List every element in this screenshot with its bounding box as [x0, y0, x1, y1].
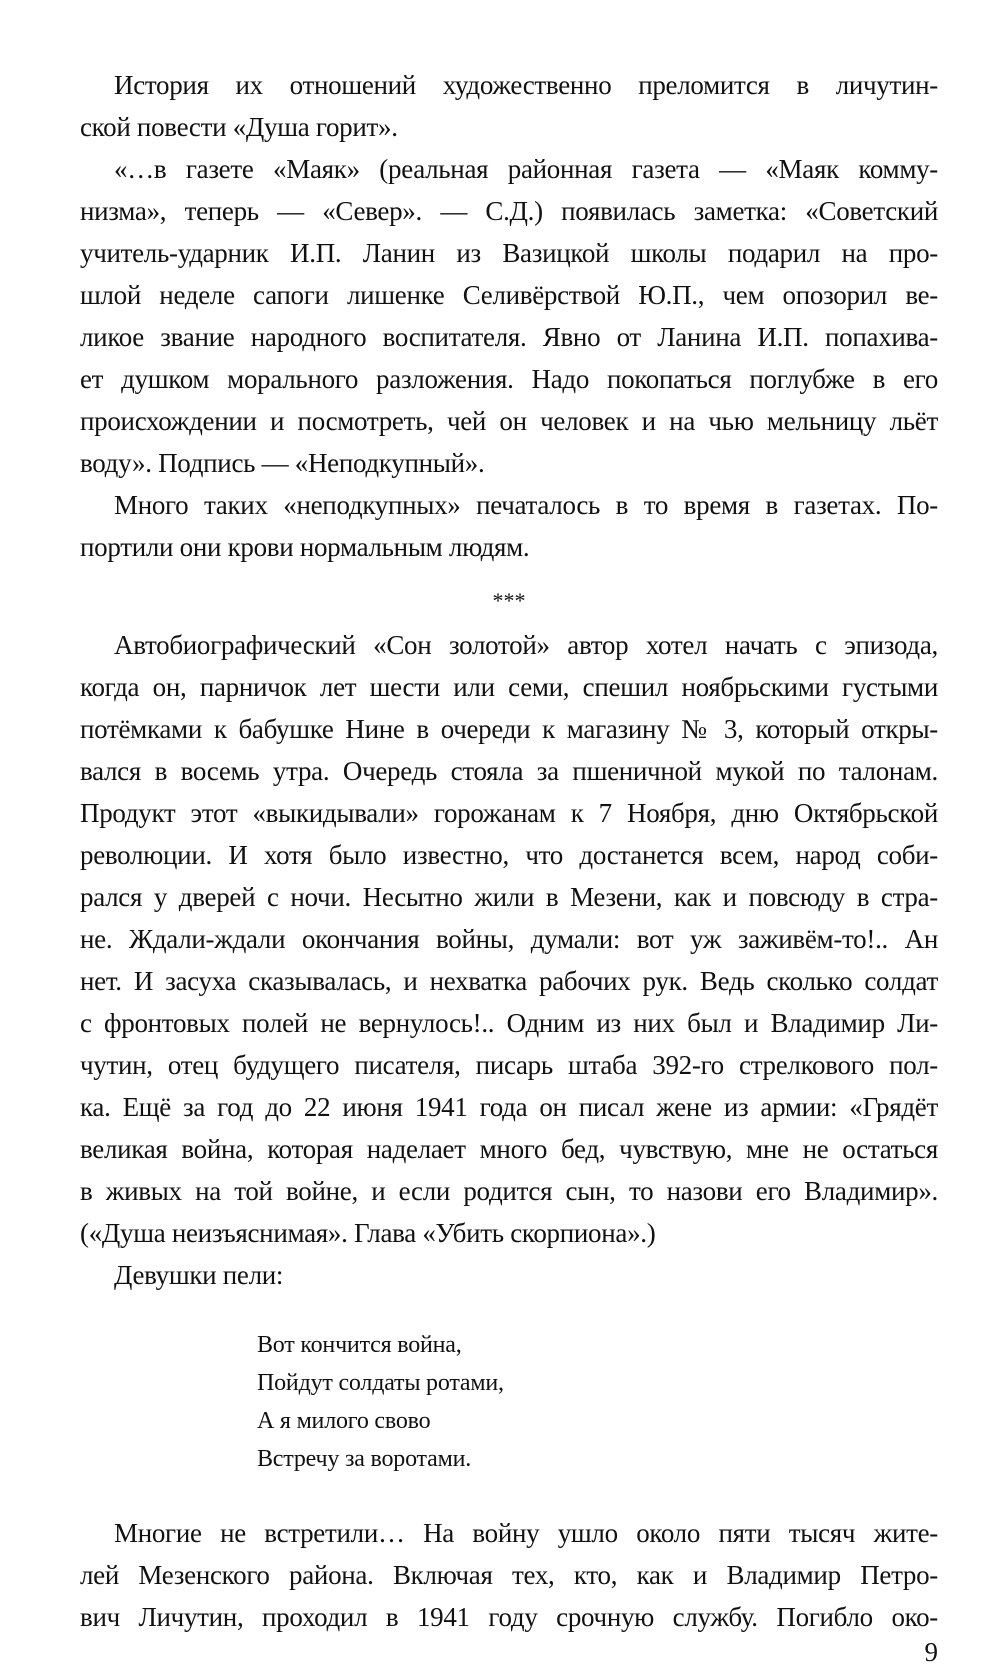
paragraph [80, 1512, 938, 1638]
text-line: нет. И засуха сказывалась, и нехватка рабочих рук. Ведь сколько солдат [80, 966, 938, 996]
text-line: портили они крови нормальным людям. [80, 532, 530, 562]
text-line: вич Личутин, проходил в 1941 году срочную службу. Погибло око- [80, 1602, 938, 1632]
text-section-top [80, 64, 938, 568]
book-page [80, 64, 938, 1638]
text-line: рался у дверей с ночи. Несытно жили в Мезени, как и повсюду в стра- [80, 882, 938, 912]
paragraph [80, 64, 938, 148]
paragraph [80, 148, 938, 484]
text-line: Автобиографический «Сон золотой» автор хотел начать с эпизода, [114, 630, 938, 660]
text-line: великая война, которая наделает много бед, чувствую, мне не остаться [80, 1134, 938, 1164]
text-section-bottom [80, 1512, 938, 1638]
text-line: когда он, парничок лет шести или семи, спешил ноябрьскими густыми [80, 672, 938, 702]
text-line: Девушки пели: [114, 1260, 284, 1290]
text-line: Многие не встретили… На войну ушло около пяти тысяч жите- [114, 1518, 938, 1548]
text-line: происхождении и посмотреть, чей он человек и на чью мельницу льёт [80, 406, 938, 436]
paragraph [80, 484, 938, 568]
verse-line: Пойдут солдаты ротами, [257, 1370, 504, 1396]
text-line: лей Мезенского района. Включая тех, кто, как и Владимир Петро- [80, 1560, 938, 1590]
text-line: ской повести «Душа горит». [80, 112, 398, 142]
paragraph [80, 1254, 938, 1296]
text-line: шлой неделе сапоги лишенке Селивёрствой Ю.П., чем опозорил ве- [80, 280, 938, 310]
text-line: ка. Ещё за год до 22 июня 1941 года он писал жене из армии: «Грядёт [80, 1092, 938, 1122]
text-line: ликое звание народного воспитателя. Явно от Ланина И.П. попахива- [80, 322, 938, 352]
text-line: вался в восемь утра. Очередь стояла за пшеничной мукой по талонам. [80, 756, 938, 786]
verse-line: Встречу за воротами. [257, 1446, 472, 1472]
text-section-middle [80, 624, 938, 1296]
text-line: Много таких «неподкупных» печаталось в то время в газетах. По- [114, 490, 938, 520]
text-line: потёмками к бабушке Нине в очереди к магазину № 3, который откры- [80, 714, 938, 744]
text-line: с фронтовых полей не вернулось!.. Одним из них был и Владимир Ли- [80, 1008, 938, 1038]
text-line: История их отношений художественно преломится в личутин- [114, 70, 938, 100]
text-line: в живых на той войне, и если родится сын, то назови его Владимир». [80, 1176, 938, 1206]
text-line: Продукт этот «выкидывали» горожанам к 7 Ноября, дню Октябрьской [80, 798, 938, 828]
text-line: не. Ждали-ждали окончания войны, думали: вот уж заживём-то!.. Ан [80, 924, 938, 954]
text-line: «…в газете «Маяк» (реальная районная газета — «Маяк комму- [114, 154, 938, 184]
text-line: воду». Подпись — «Неподкупный». [80, 448, 485, 478]
text-line: («Душа неизъяснимая». Глава «Убить скорпиона».) [80, 1218, 656, 1248]
text-line: чутин, отец будущего писателя, писарь штаба 392-го стрелкового пол- [80, 1050, 938, 1080]
verse-block [257, 1326, 938, 1478]
paragraph [80, 624, 938, 1254]
text-line: ет душком морального разложения. Надо покопаться поглубже в его [80, 364, 938, 394]
verse-line: Вот кончится война, [257, 1332, 462, 1358]
section-separator: *** [492, 588, 526, 613]
page-number: 9 [924, 1637, 938, 1667]
text-line: революции. И хотя было известно, что достанется всем, народ соби- [80, 840, 938, 870]
verse-line: А я милого свово [257, 1408, 431, 1434]
text-line: учитель-ударник И.П. Ланин из Вазицкой школы подарил на про- [80, 238, 938, 268]
text-line: низма», теперь — «Север». — С.Д.) появилась заметка: «Советский [80, 196, 938, 226]
